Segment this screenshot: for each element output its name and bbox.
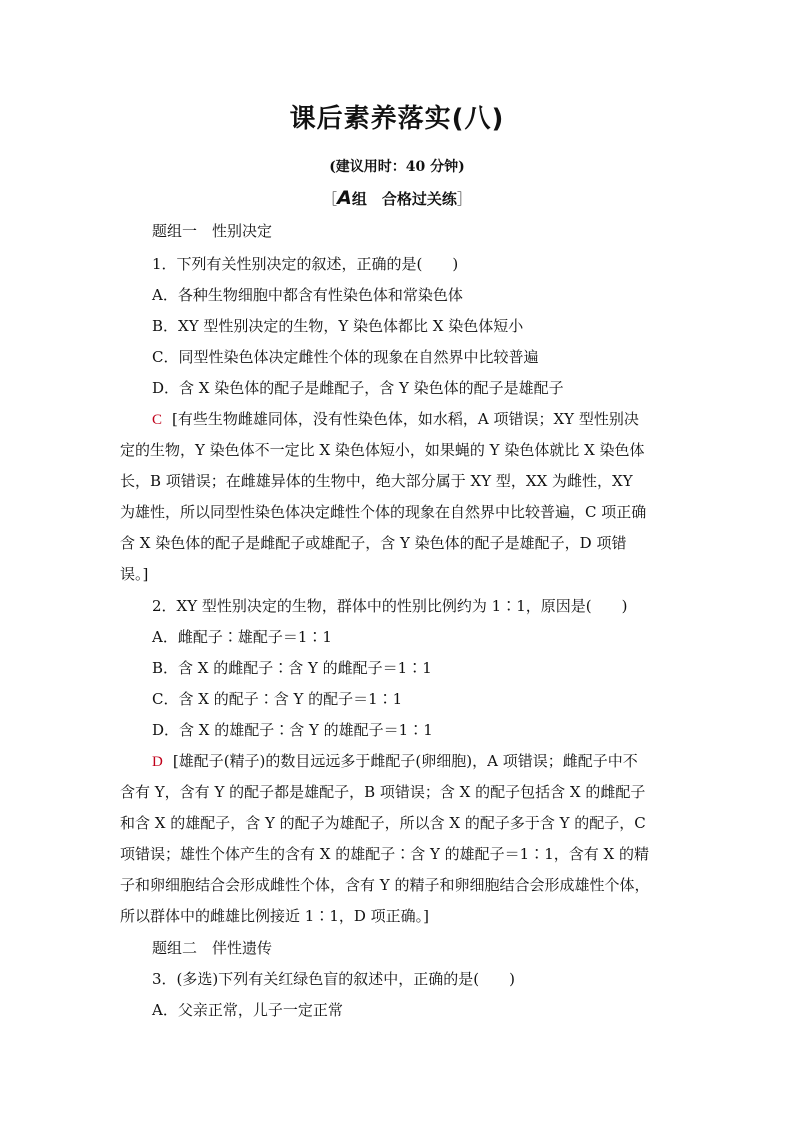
question-1-explanation-line: 为雄性，所以同型性染色体决定雌性个体的现象在自然界中比较普遍，C 项正确 xyxy=(120,503,647,521)
question-1-explanation-line: 长，B 项错误；在雌雄异体的生物中，绝大部分属于 XY 型，XX 为雌性，XY xyxy=(120,472,633,490)
question-1-explanation-line: 误。] xyxy=(120,565,149,583)
bracket-close: ］ xyxy=(456,190,472,208)
question-2-option-c: C．含 X 的配子∶含 Y 的配子＝1∶1 xyxy=(152,690,403,708)
question-1-option-c: C．同型性染色体决定雌性个体的现象在自然界中比较普遍 xyxy=(152,348,539,366)
question-2-explanation-line: 子和卵细胞结合会形成雌性个体，含有 Y 的精子和卵细胞结合会形成雄性个体， xyxy=(120,876,650,894)
topic-heading-1: 题组一 性别决定 xyxy=(152,222,273,240)
question-1-option-a: A．各种生物细胞中都含有性染色体和常染色体 xyxy=(152,286,463,304)
question-3-option-a: A．父亲正常，儿子一定正常 xyxy=(152,1001,343,1019)
group-name: 组 合格过关练 xyxy=(351,190,457,208)
time-suggestion: (建议用时：40 分钟) xyxy=(329,159,465,175)
question-1-option-b: B．XY 型性别决定的生物，Y 染色体都比 X 染色体短小 xyxy=(152,317,524,335)
question-2-option-b: B．含 X 的雌配子∶含 Y 的雌配子＝1∶1 xyxy=(152,659,432,677)
question-1-explanation-line: C [有些生物雌雄同体，没有性染色体，如水稻，A 项错误；XY 型性别决 xyxy=(152,410,639,428)
group-letter: A xyxy=(337,187,352,209)
question-1-option-d: D．含 X 染色体的配子是雌配子，含 Y 染色体的配子是雄配子 xyxy=(152,379,564,397)
question-2-explanation-line: 和含 X 的雄配子，含 Y 的配子为雄配子，所以含 X 的配子多于含 Y 的配子，C xyxy=(120,814,646,832)
question-2-explanation-line: 项错误；雄性个体产生的含有 X 的雄配子∶含 Y 的雄配子＝1∶1，含有 X 的精 xyxy=(120,845,649,863)
question-3-stem: 3．(多选)下列有关红绿色盲的叙述中，正确的是( ) xyxy=(152,970,515,988)
question-1-stem: 1．下列有关性别决定的叙述，正确的是( ) xyxy=(152,255,459,273)
question-2-stem: 2．XY 型性别决定的生物，群体中的性别比例约为 1∶1，原因是( ) xyxy=(152,597,628,615)
question-2-option-a: A．雌配子∶雄配子＝1∶1 xyxy=(152,628,332,646)
topic-heading-2: 题组二 伴性遗传 xyxy=(152,939,273,957)
question-2-explanation-line: 含有 Y，含有 Y 的配子都是雄配子，B 项错误；含 X 的配子包括含 X 的雌配子 xyxy=(120,783,646,801)
page-title: 课后素养落实(八) xyxy=(289,104,505,134)
question-1-answer: C xyxy=(152,412,163,428)
question-1-explanation-line: 含 X 染色体的配子是雌配子或雄配子，含 Y 染色体的配子是雄配子，D 项错 xyxy=(120,534,627,552)
question-2-explanation-line: 所以群体中的雌雄比例接近 1∶1，D 项正确。] xyxy=(120,907,430,925)
question-2-option-d: D．含 X 的雄配子∶含 Y 的雄配子＝1∶1 xyxy=(152,721,433,739)
question-1-explanation-line: 定的生物，Y 染色体不一定比 X 染色体短小，如果蝇的 Y 染色体就比 X 染色体 xyxy=(120,441,645,459)
question-2-explanation-line: D [雄配子(精子)的数目远远多于雌配子(卵细胞)，A 项错误；雌配子中不 xyxy=(152,752,638,770)
bracket-open: ［ xyxy=(322,190,338,208)
question-2-answer: D xyxy=(152,754,163,770)
group-label xyxy=(0,187,794,209)
